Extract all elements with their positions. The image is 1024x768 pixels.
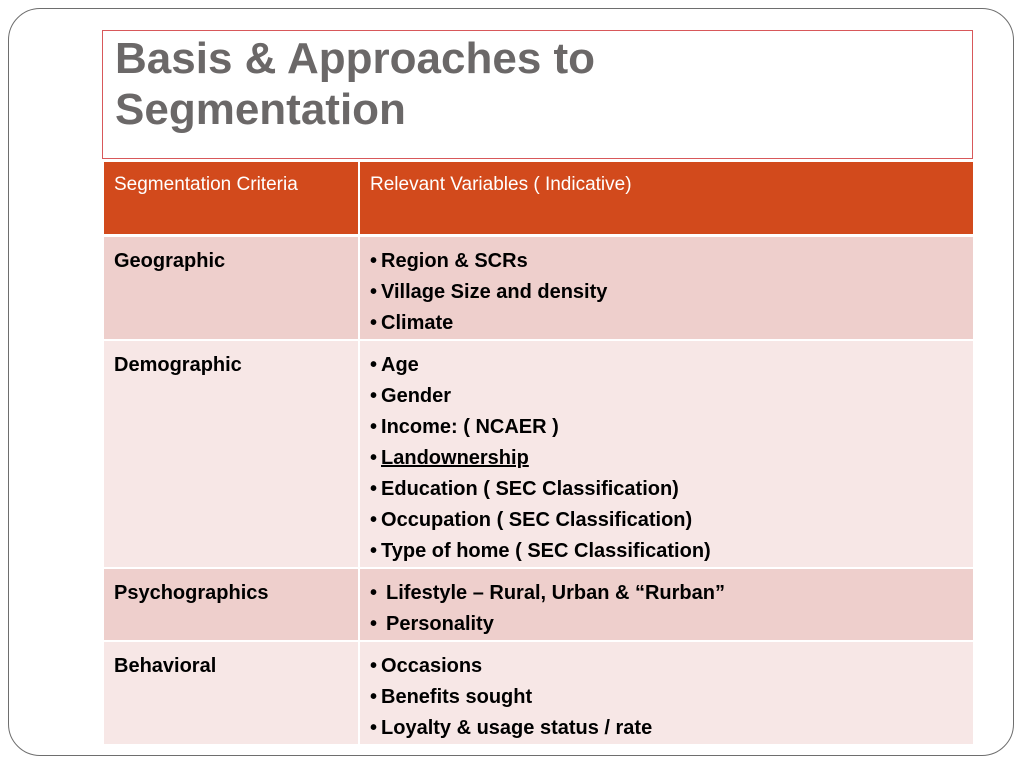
variables-cell <box>359 641 974 745</box>
bullet-icon: • <box>370 612 378 635</box>
bullet-icon: • <box>370 508 378 531</box>
variable-text: Personality <box>386 612 494 635</box>
bullet-icon: • <box>370 384 378 407</box>
title-placeholder[interactable] <box>102 30 973 159</box>
variables-list <box>370 578 963 640</box>
table-row-geographic <box>103 235 974 340</box>
bullet-icon: • <box>370 716 378 739</box>
bullet-icon: • <box>370 685 378 708</box>
list-item <box>370 578 963 609</box>
bullet-icon: • <box>370 477 378 500</box>
variable-text: Education ( SEC Classification) <box>381 477 679 500</box>
header-segmentation-criteria: Segmentation Criteria <box>103 161 359 235</box>
list-item <box>370 350 963 381</box>
table-row-demographic <box>103 340 974 568</box>
bullet-icon: • <box>370 249 378 272</box>
variables-list <box>370 350 963 567</box>
list-item <box>370 505 963 536</box>
list-item <box>370 682 963 713</box>
variable-text: Age <box>381 353 419 376</box>
list-item <box>370 443 963 474</box>
list-item <box>370 381 963 412</box>
list-item <box>370 536 963 567</box>
variable-text: Type of home ( SEC Classification) <box>381 539 711 562</box>
header-relevant-variables: Relevant Variables ( Indicative) <box>359 161 974 235</box>
list-item <box>370 246 963 277</box>
variable-text: Income: ( NCAER ) <box>381 415 559 438</box>
criteria-cell: Geographic <box>103 235 359 340</box>
variable-text: Loyalty & usage status / rate <box>381 716 653 739</box>
variable-text: Region & SCRs <box>381 249 528 272</box>
variable-text: Lifestyle – Rural, Urban & “Rurban” <box>386 581 725 604</box>
bullet-icon: • <box>370 446 378 469</box>
variable-text-link[interactable]: Landownership <box>381 446 529 469</box>
variable-text: Occupation ( SEC Classification) <box>381 508 693 531</box>
criteria-cell: Behavioral <box>103 641 359 745</box>
table-header-row <box>103 161 974 235</box>
list-item <box>370 277 963 308</box>
bullet-icon: • <box>370 539 378 562</box>
list-item <box>370 474 963 505</box>
table-row-psychographics <box>103 568 974 641</box>
variables-cell <box>359 235 974 340</box>
variable-text: Gender <box>381 384 452 407</box>
bullet-icon: • <box>370 415 378 438</box>
variable-text: Occasions <box>381 654 483 677</box>
bullet-icon: • <box>370 311 378 334</box>
criteria-cell: Demographic <box>103 340 359 568</box>
list-item <box>370 713 963 744</box>
bullet-icon: • <box>370 581 378 604</box>
bullet-icon: • <box>370 654 378 677</box>
bullet-icon: • <box>370 280 378 303</box>
segmentation-table <box>102 160 975 746</box>
table-row-behavioral <box>103 641 974 745</box>
variables-list <box>370 246 963 339</box>
variable-text: Benefits sought <box>381 685 533 708</box>
list-item <box>370 308 963 339</box>
variables-list <box>370 651 963 744</box>
variable-text: Village Size and density <box>381 280 608 303</box>
slide-title: Basis & Approaches to Segmentation <box>115 34 596 134</box>
variable-text: Climate <box>381 311 454 334</box>
variables-cell <box>359 340 974 568</box>
list-item <box>370 609 963 640</box>
bullet-icon: • <box>370 353 378 376</box>
list-item <box>370 651 963 682</box>
variables-cell <box>359 568 974 641</box>
list-item <box>370 412 963 443</box>
criteria-cell: Psychographics <box>103 568 359 641</box>
